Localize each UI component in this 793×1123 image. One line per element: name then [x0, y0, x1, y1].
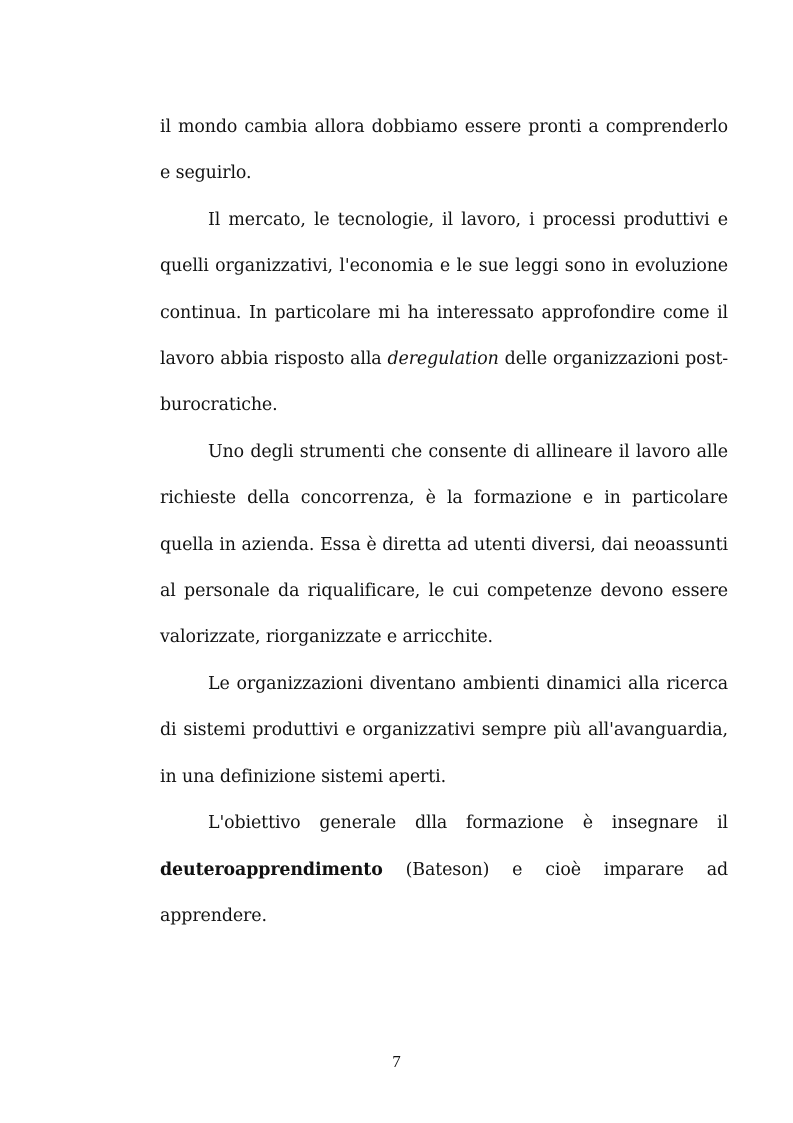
paragraph-2-text-after: delle organizzazioni post-burocratiche.	[160, 349, 728, 416]
paragraph-1	[160, 104, 728, 197]
body-text	[160, 104, 728, 939]
paragraph-5-text: L'obiettivo generale dlla formazione è insegnare il	[208, 813, 728, 834]
paragraph-5-text-after: (Bateson) e cioè imparare ad apprendere.	[160, 859, 728, 926]
paragraph-2-text: Il mercato, le tecnologie, il lavoro, i processi produttivi e quelli organizzativi, l'economia e le sue leggi sono in evoluzione continua. In particolare mi ha interessato approfondire come il lavoro abbia risposto alla	[160, 209, 728, 370]
paragraph-4-text: Le organizzazioni diventano ambienti dinamici alla ricerca di sistemi produttivi e organizzativi sempre più all'avanguardia, in una definizione sistemi aperti.	[160, 673, 728, 787]
italic-term-deregulation: deregulation	[387, 349, 499, 370]
paragraph-5	[160, 800, 728, 939]
paragraph-1-text: il mondo cambia allora dobbiamo essere pronti a comprenderlo e seguirlo.	[160, 117, 728, 184]
page-number: 7	[392, 1052, 401, 1071]
bold-term-deuteroapprendimento: deuteroapprendimento	[160, 859, 383, 880]
paragraph-4	[160, 661, 728, 800]
paragraph-3	[160, 429, 728, 661]
paragraph-2	[160, 197, 728, 429]
paragraph-3-text: Uno degli strumenti che consente di allineare il lavoro alle richieste della concorrenza, è la formazione e in particolare quella in azienda. Essa è diretta ad utenti diversi, dai neoassunti al personale da riqualificare, le cui competenze devono essere valorizzate, riorganizzate e arricchite.	[160, 441, 728, 648]
